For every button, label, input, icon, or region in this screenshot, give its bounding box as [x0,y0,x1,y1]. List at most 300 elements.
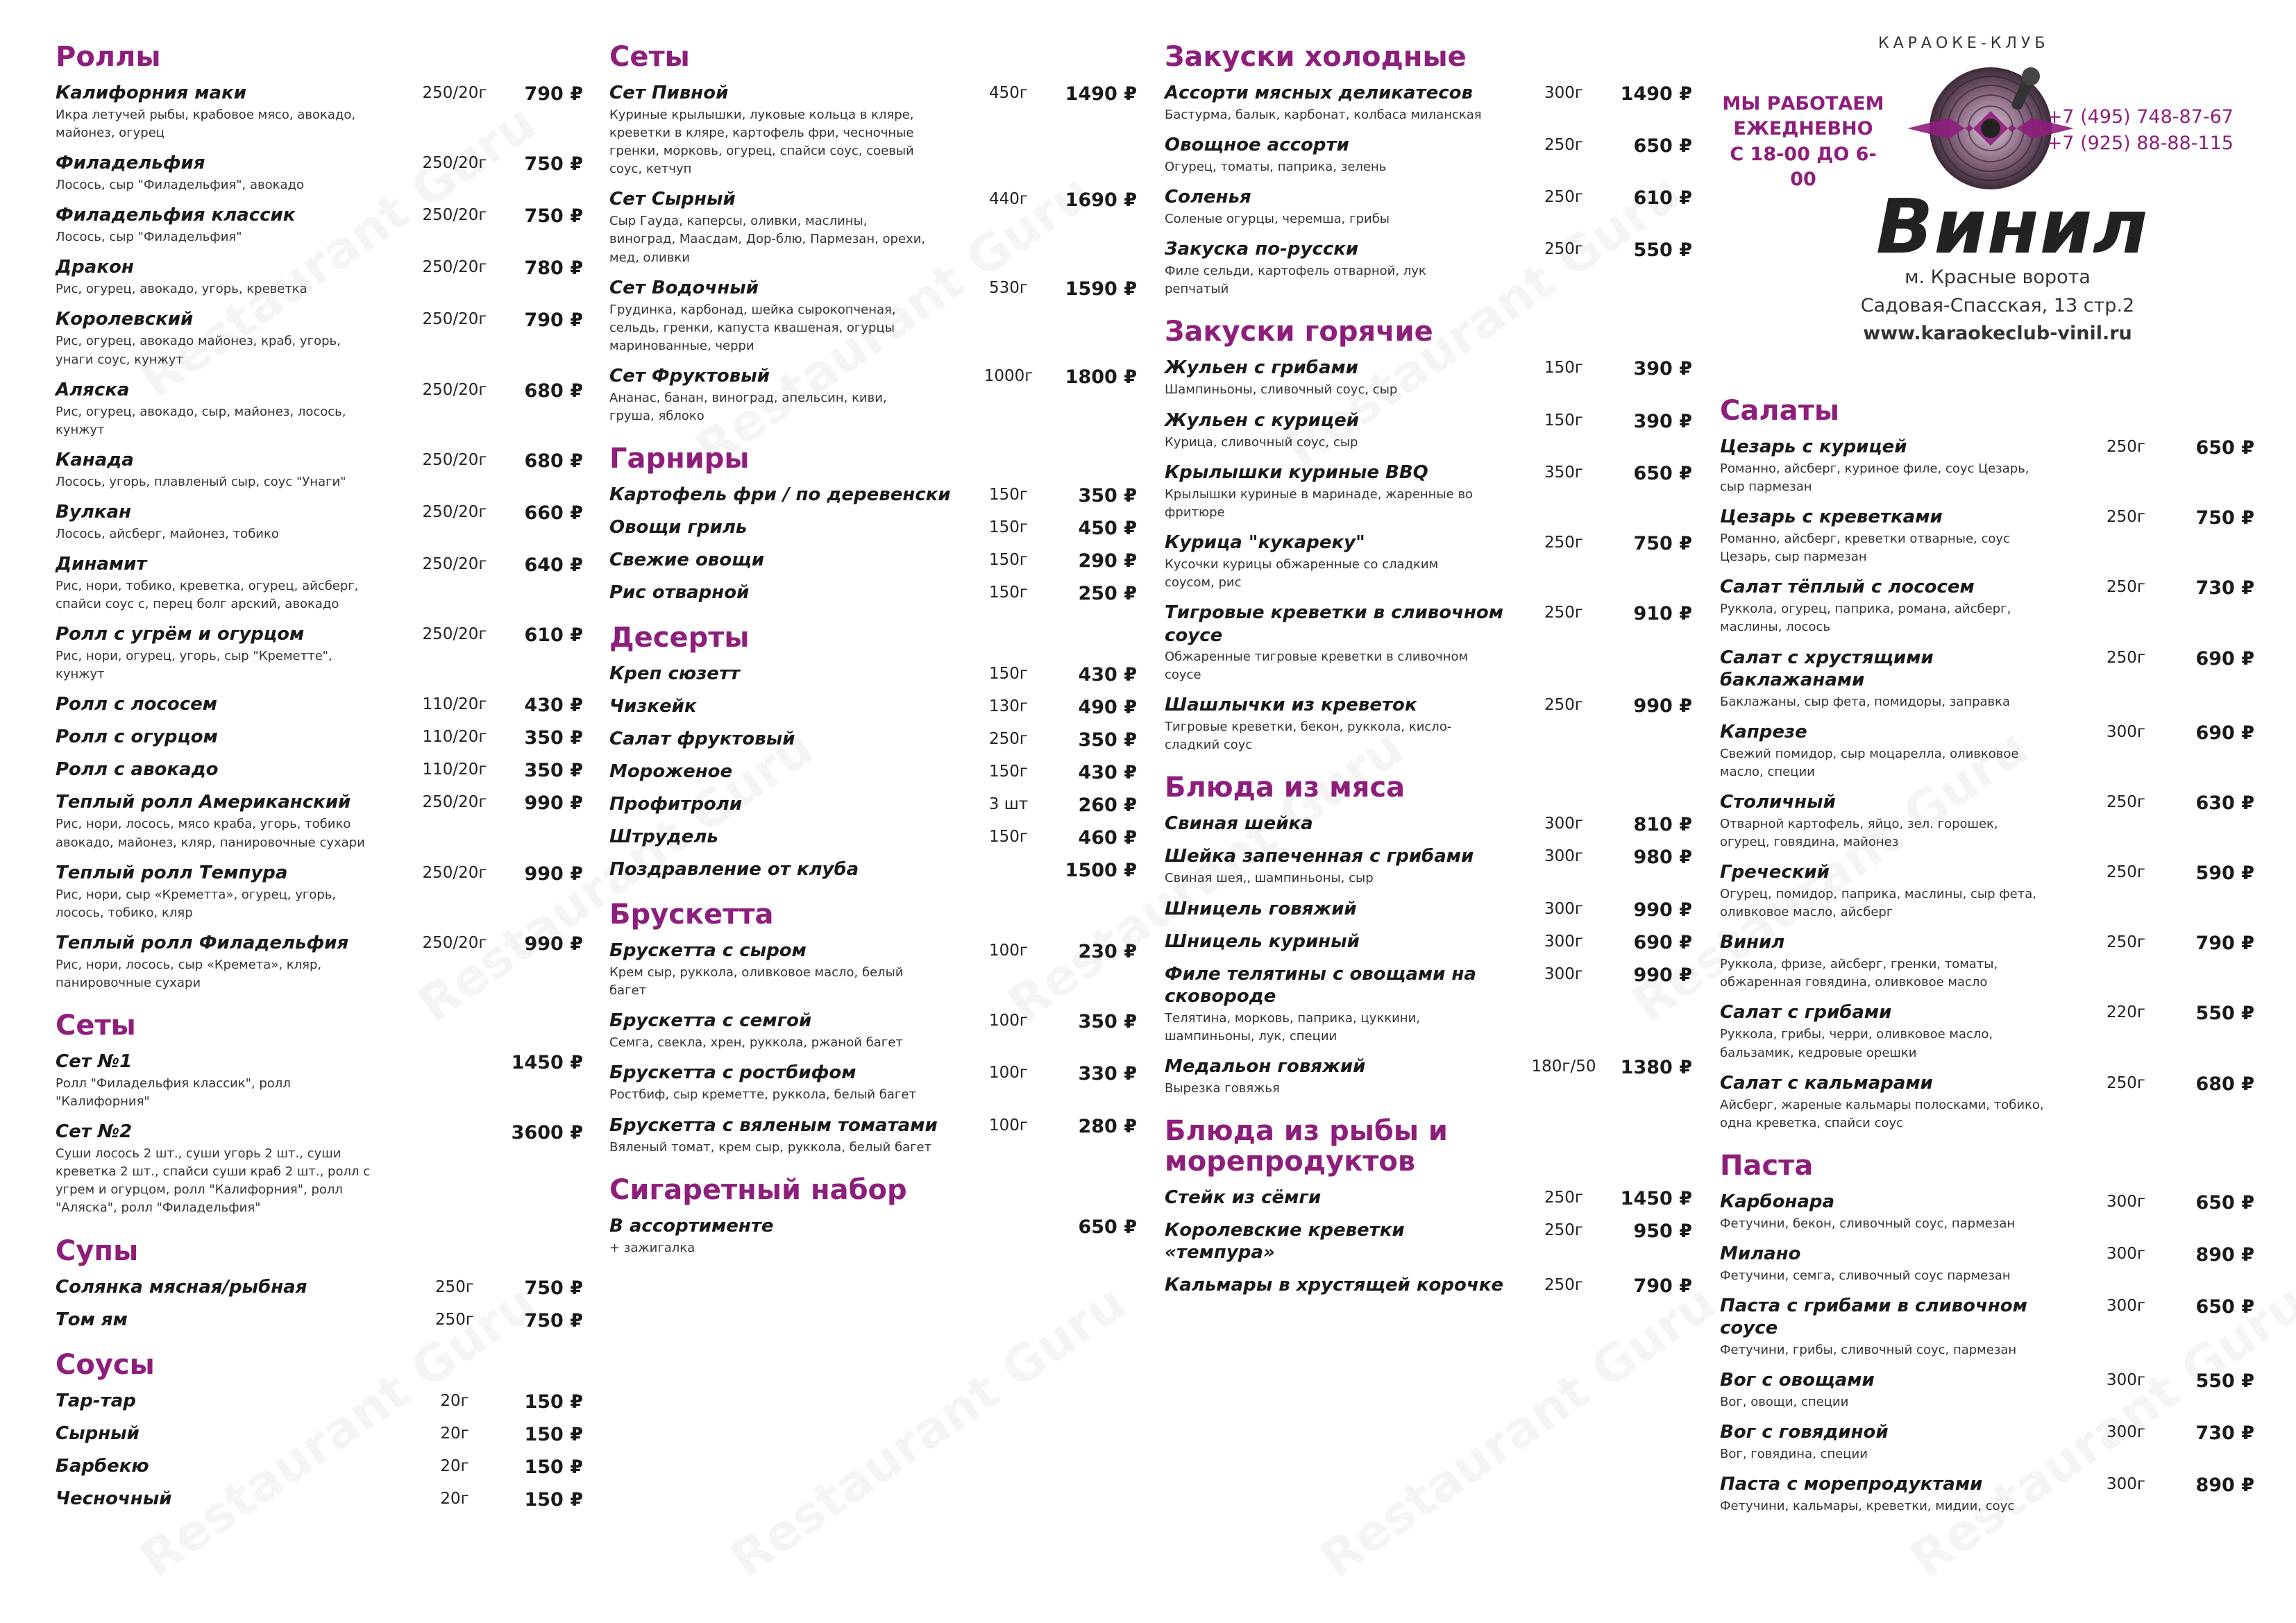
brand-header [1720,35,2254,389]
menu-item [1165,186,1692,228]
menu-section [1165,1116,1692,1297]
dish-name: Брускетта с сыром [609,940,807,962]
dish-name: Барбекю [56,1455,149,1477]
dish-price: 1380 ₽ [1620,1056,1692,1078]
menu-item-row [1720,1001,2254,1024]
dish-price: 650 ₽ [1078,1216,1137,1238]
dish-price: 690 ₽ [2195,722,2254,744]
dish-name: Курица "кукареку" [1165,532,1365,553]
menu-item [609,793,1137,816]
menu-item [609,581,1137,604]
menu-item-row [56,1051,583,1073]
menu-item [1165,1187,1692,1209]
menu-item [1165,82,1692,124]
dish-price: 430 ₽ [524,695,583,717]
dish-description: Крылышки куриные в маринаде, жаренные во фритюре [1165,486,1474,520]
dish-price: 750 ₽ [524,1277,583,1299]
dish-weight: 250г [2107,863,2145,882]
dish-name: Ролл с лососем [56,694,217,715]
menu-item [56,501,583,543]
menu-item [56,1422,583,1445]
menu-item [1720,576,2254,636]
menu-item-row [1720,1421,2254,1444]
section-title: Блюда из мяса [1165,772,1406,804]
menu-item-row [56,862,583,885]
menu-item [609,1215,1137,1257]
dish-description: Икра летучей рыбы, крабовое мясо, авокадо, майонез, огурец [56,108,356,141]
menu-item [1165,357,1692,399]
menu-item-row [56,82,583,105]
dish-name: Свежие овощи [609,550,765,571]
dish-weight [410,1051,500,1053]
dish-price: 650 ₽ [2195,1191,2254,1214]
dish-name: Мороженое [609,761,733,783]
menu-item [1720,791,2254,851]
dish-weight: 3 шт [988,795,1029,814]
dish-description: Руккола, грибы, черри, оливковое масло, бальзамик, кедровые орешки [1720,1027,1993,1060]
dish-price: 690 ₽ [2195,647,2254,670]
menu-item-row [56,623,583,646]
dish-price: 3600 ₽ [511,1122,583,1144]
menu-item [56,449,583,491]
karaoke-club-label: КАРАОКЕ-КЛУБ [1878,35,2050,52]
dish-price: 350 ₽ [524,727,583,749]
dish-price: 750 ₽ [524,1309,583,1332]
menu-item-row [56,758,583,781]
menu-item-row [1720,791,2254,814]
dish-price: 890 ₽ [2195,1475,2254,1497]
dish-name: Ролл с огурцом [56,726,218,748]
menu-item [609,940,1137,1000]
menu-item-row [56,1390,583,1413]
menu-item-row [1165,82,1692,105]
section-title: Закуски горячие [1165,316,1433,348]
dish-weight: 220г [2107,1003,2145,1022]
dish-price: 280 ₽ [1078,1115,1137,1137]
dish-name: Свиная шейка [1165,813,1313,835]
dish-name: Ролл с авокадо [56,759,219,781]
dish-weight: 250/20г [422,625,487,644]
dish-weight: 250г [2107,508,2145,527]
dish-name: Чесночный [56,1488,172,1509]
website-link[interactable]: www.karaokeclub-vinil.ru [1863,323,2132,344]
menu-item-row [56,553,583,576]
dish-description: Лосось, сыр "Филадельфия", авокадо [56,178,304,193]
dish-price: 590 ₽ [2195,863,2254,885]
menu-item-row [609,581,1137,604]
menu-item [56,379,583,439]
menu-item [56,1051,583,1111]
dish-name: Том ям [56,1309,128,1330]
watermark [1310,1273,1726,1588]
dish-price: 750 ₽ [1633,532,1692,554]
dish-name: Брускетта с вяленым томатами [609,1114,938,1136]
dish-description: Лосось, сыр "Филадельфия" [56,230,242,245]
dish-description: Фетучини, семга, сливочный соус пармезан [1720,1268,2011,1283]
dish-weight: 250г [2107,792,2145,811]
menu-item-row [609,516,1137,539]
dish-price: 980 ₽ [1633,847,1692,869]
dish-weight: 250г [2107,933,2145,952]
menu-item-row [1720,1243,2254,1266]
menu-item-row [1165,532,1692,554]
dish-name: Кальмары в хрустящей корочке [1165,1274,1504,1295]
dish-name: Шашлычки из креветок [1165,695,1417,716]
menu-item-row [1720,1295,2254,1340]
menu-item [56,256,583,298]
dish-name: Ролл с угрём и огурцом [56,624,305,645]
menu-item-row [1720,506,2254,529]
dish-description: Куриные крылышки, луковые кольца в кляре, креветки в кляре, картофель фри, чесночные гренки, морковь, огурец, спайси соус, соевый соус, кетчуп [609,108,914,177]
menu-item [56,791,583,851]
dish-price: 680 ₽ [2195,1073,2254,1095]
dish-description: Вяленый томат, крем сыр, руккола, белый багет [609,1139,932,1155]
dish-weight: 150г [989,551,1028,570]
menu-section [56,42,583,992]
dish-price: 910 ₽ [1633,603,1692,625]
menu-item [56,1121,583,1217]
dish-weight: 250г [435,1277,474,1296]
dish-price: 750 ₽ [524,153,583,176]
dish-name: Калифорния маки [56,83,246,103]
menu-item [1165,1055,1692,1098]
menu-item [1165,461,1692,522]
dish-name: Профитроли [609,794,743,815]
menu-item [609,728,1137,751]
dish-price: 650 ₽ [1633,462,1692,484]
dish-weight: 450г [989,84,1028,102]
dish-weight: 250/20г [422,555,487,574]
dish-weight [410,1121,500,1123]
dish-name: Королевские креветки «темпура» [1165,1219,1405,1264]
dish-description: Вог, овощи, специи [1720,1395,1849,1410]
menu-item [609,858,1137,881]
menu-item-row [56,308,583,331]
menu-item-row [56,932,583,955]
dish-description: Грудинка, карбонад, шейка сырокопченая, сельдь, гренки, капуста квашеная, огурцы маринованные, черри [609,302,896,353]
dish-price: 680 ₽ [524,450,583,472]
dish-price: 780 ₽ [524,257,583,280]
dish-description: Руккола, огурец, паприка, романа, айсберг, маслины, лосось [1720,602,2011,635]
dish-name: Соленья [1165,187,1251,208]
menu-item-row [1165,898,1692,921]
section-title: Салаты [1720,395,1839,427]
dish-name: Шейка запеченная с грибами [1165,846,1474,867]
section-title: Роллы [56,41,161,73]
dish-weight: 250г [1544,1221,1583,1239]
dish-description: Филе сельди, картофель отварной, лук репчатый [1165,264,1426,297]
dish-description: Романно, айсберг, креветки отварные, соус Цезарь, сыр пармезан [1720,532,2010,565]
menu-item [1720,436,2254,496]
dish-price: 1490 ₽ [1065,83,1137,105]
menu-item [609,826,1137,849]
menu-item-row [1720,861,2254,884]
menu-section [609,42,1137,425]
menu-item-row [1165,1219,1692,1264]
hours-line: МЫ РАБОТАЕМ [1722,93,1884,114]
menu-item [56,1309,583,1332]
dish-weight: 250/20г [422,502,487,521]
menu-item-row [609,277,1137,300]
dish-price: 150 ₽ [524,1423,583,1445]
dish-price: 790 ₽ [524,309,583,332]
dish-name: Закуска по-русски [1165,239,1359,260]
dish-weight: 300г [1544,899,1583,918]
dish-description: Рис, огурец, авокадо, сыр, майонез, лосось, кунжут [56,404,346,437]
menu-item [609,188,1137,266]
hours-line: С 18-00 ДО 6-00 [1730,143,1877,191]
dish-name: Штрудель [609,826,718,848]
dish-weight: 300г [2107,1296,2145,1315]
menu-item-row [56,1422,583,1445]
menu-item [1165,694,1692,754]
menu-item [1720,1421,2254,1463]
menu-item [56,152,583,194]
dish-name: Чизкейк [609,696,697,717]
dish-description: Шампиньоны, сливочный соус, сыр [1165,382,1398,398]
menu-item-row [56,152,583,175]
menu-section [1165,772,1692,1097]
dish-price: 1690 ₽ [1065,189,1137,212]
menu-item [609,663,1137,686]
dish-price: 990 ₽ [524,863,583,885]
dish-description: Ролл "Филадельфия классик", ролл "Калифорния" [56,1076,291,1110]
menu-item [1165,134,1692,176]
menu-item-row [56,1455,583,1478]
menu-item-row [1165,409,1692,432]
menu-item-row [56,726,583,749]
dish-weight: 250г [1544,696,1583,715]
dish-weight: 250/20г [422,154,487,173]
dish-price: 650 ₽ [1633,135,1692,158]
hours-line: ЕЖЕДНЕВНО [1733,118,1873,140]
dish-weight [963,1215,1054,1217]
dish-price: 1800 ₽ [1065,366,1137,388]
dish-price: 430 ₽ [1078,664,1137,686]
dish-description: Вог, говядина, специи [1720,1447,1868,1462]
dish-name: Карбонара [1720,1191,1835,1212]
section-title: Паста [1720,1149,1814,1182]
dish-name: Цезарь с курицей [1720,436,1907,457]
dish-description: Рис, нори, огурец, угорь, сыр "Креметте", кунжут [56,649,332,682]
menu-item-row [1165,357,1692,380]
dish-price: 650 ₽ [2195,437,2254,459]
menu-item-row [1165,461,1692,484]
section-title: Соусы [56,1348,155,1381]
dish-weight [963,858,1054,860]
dish-description: Огурец, помидор, паприка, маслины, сыр фета, оливковое масло, айсберг [1720,887,2036,920]
menu-item-row [1720,1191,2254,1214]
menu-item-row [56,379,583,402]
dish-weight: 250г [1544,533,1583,552]
dish-description: Свежий помидор, сыр моцарелла, оливковое масло, специи [1720,746,2019,779]
dish-weight: 150г [989,665,1028,683]
menu-item [1165,602,1692,684]
menu-item-row [1165,931,1692,953]
menu-item [1720,506,2254,566]
menu-item-row [609,1215,1137,1238]
menu-item [609,1114,1137,1157]
menu-section [609,899,1137,1156]
dish-weight: 300г [1544,965,1583,983]
menu-item [609,1062,1137,1104]
dish-price: 750 ₽ [524,205,583,228]
dish-price: 230 ₽ [1078,941,1137,963]
dish-name: Салат тёплый с лососем [1720,577,1975,598]
dish-weight: 300г [1544,932,1583,951]
dish-name: Медальон говяжий [1165,1055,1366,1077]
dish-price: 350 ₽ [1078,729,1137,751]
dish-description: Фетучини, бекон, сливочный соус, пармезан [1720,1216,2016,1231]
dish-weight: 130г [989,697,1028,716]
column-4-sections [1720,396,2254,1515]
dish-name: Теплый ролл Американский [56,792,351,813]
menu-item [56,758,583,781]
menu-item [1165,813,1692,835]
dish-weight: 250г [435,1310,474,1329]
dish-name: Брускетта с семгой [609,1010,812,1032]
dish-description: Рис, огурец, авокадо, угорь, креветка [56,282,307,297]
section-title: Блюда из рыбы и морепродуктов [1165,1114,1448,1178]
dish-price: 460 ₽ [1078,827,1137,849]
menu-item [1720,1473,2254,1515]
menu-item-row [1720,436,2254,459]
dish-price: 1450 ₽ [1620,1187,1692,1209]
dish-weight: 150г [989,486,1028,504]
menu-item [1720,861,2254,921]
menu-item [56,1455,583,1478]
dish-description: Лосось, угорь, плавленый сыр, соус "Унаги" [56,474,346,489]
menu-item-row [1165,186,1692,209]
menu-section [1720,396,2254,1132]
dish-weight: 250/20г [422,206,487,225]
menu-item [1720,931,2254,992]
dish-name: Сет Водочный [609,277,759,298]
dish-description: Тигровые креветки, бекон, руккола, кисло-сладкий соус [1165,720,1452,753]
dish-name: Филе телятины с овощами на сковороде [1165,963,1476,1007]
menu-item-row [1165,1274,1692,1297]
dish-weight: 150г [989,518,1028,537]
dish-weight: 250/20г [422,863,487,882]
menu-item-row [609,549,1137,572]
opening-hours [1720,92,1886,193]
menu-item [56,204,583,246]
menu-item-row [56,256,583,279]
dish-name: Вог с овощами [1720,1370,1875,1391]
dish-description: Курица, сливочный соус, сыр [1165,434,1358,450]
dish-name: Тигровые креветки в сливочном соусе [1165,602,1504,646]
dish-name: Сет №1 [56,1051,133,1072]
menu-item [56,862,583,922]
menu-item-row [1165,238,1692,261]
dish-name: Рис отварной [609,582,750,604]
menu-item [56,553,583,613]
dish-weight: 250г [2107,438,2145,456]
dish-price: 990 ₽ [1633,695,1692,717]
watermark [720,1273,1136,1588]
dish-name: Столичный [1720,791,1836,813]
dish-price: 550 ₽ [1633,239,1692,262]
dish-weight: 100г [989,1116,1028,1135]
dish-description: Ростбиф, сыр креметте, руккола, белый багет [609,1087,916,1103]
dish-weight: 250г [1544,240,1583,259]
menu-column-2 [609,35,1137,1275]
dish-price: 350 ₽ [524,760,583,782]
dish-weight: 300г [2107,1423,2145,1442]
dish-weight: 20г [440,1424,469,1443]
menu-item [1720,1369,2254,1411]
dish-weight: 110/20г [422,728,487,747]
dish-name: Сет Пивной [609,83,729,103]
dish-description: Огурец, томаты, паприка, зелень [1165,160,1387,175]
dish-price: 150 ₽ [524,1456,583,1478]
menu-item-row [1165,134,1692,157]
dish-price: 790 ₽ [1633,1275,1692,1297]
menu-item-row [1720,721,2254,744]
dish-name: Вулкан [56,501,131,522]
dish-description: Лосось, айсберг, майонез, тобико [56,526,279,541]
menu-item [1720,647,2254,711]
dish-name: Сет №2 [56,1121,133,1143]
dish-weight: 300г [1544,815,1583,833]
dish-weight: 250г [2107,578,2145,597]
dish-description: Рис, нори, лосось, мясо краба, угорь, тобико авокадо, майонез, кляр, панировочные сухари [56,817,365,850]
menu-section [56,1010,583,1218]
menu-item [609,365,1137,425]
dish-description: Рис, нори, лосось, сыр «Кремета», кляр, панировочные сухари [56,957,322,990]
dish-price: 430 ₽ [1078,762,1137,784]
menu-section [609,622,1137,881]
menu-item [1720,1001,2254,1062]
dish-weight: 150г [989,763,1028,781]
dish-weight: 300г [2107,1371,2145,1390]
dish-price: 550 ₽ [2195,1370,2254,1393]
dish-description: Фетучини, кальмары, креветки, мидии, соус [1720,1499,2015,1514]
dish-price: 1490 ₽ [1620,83,1692,105]
dish-weight: 110/20г [422,760,487,779]
menu-item-row [609,365,1137,388]
menu-item [1720,1295,2254,1359]
dish-description: + зажигалка [609,1240,695,1255]
dish-weight: 250/20г [422,380,487,399]
dish-price: 810 ₽ [1633,814,1692,836]
phone-number: +7 (495) 748-87-67 [2046,106,2234,128]
menu-section [609,1175,1137,1257]
dish-name: Шницель говяжий [1165,898,1357,919]
dish-price: 350 ₽ [1078,1011,1137,1033]
dish-weight: 250/20г [422,310,487,329]
dish-name: Креп сюзетт [609,663,741,685]
phone-numbers [2047,104,2234,157]
dish-price: 1450 ₽ [511,1051,583,1073]
dish-price: 680 ₽ [524,380,583,402]
dish-price: 330 ₽ [1078,1063,1137,1085]
dish-weight: 20г [440,1391,469,1410]
dish-description: Сыр Гауда, каперсы, оливки, маслины, виноград, Маасдам, Дор-блю, Пармезан, орехи, мед, оливки [609,214,926,265]
menu-item [1165,963,1692,1046]
dish-name: Вог с говядиной [1720,1422,1889,1443]
section-title: Сигаретный набор [609,1173,907,1206]
dish-name: Крылышки куриные BBQ [1165,461,1428,483]
dish-name: Милано [1720,1243,1801,1264]
menu-item-row [56,1121,583,1144]
menu-item [609,695,1137,718]
dish-name: Солянка мясная/рыбная [56,1276,307,1298]
menu-section [56,1350,583,1511]
menu-item-row [56,1309,583,1332]
dish-weight: 180г/50 [1531,1057,1596,1076]
dish-weight: 440г [989,190,1028,209]
